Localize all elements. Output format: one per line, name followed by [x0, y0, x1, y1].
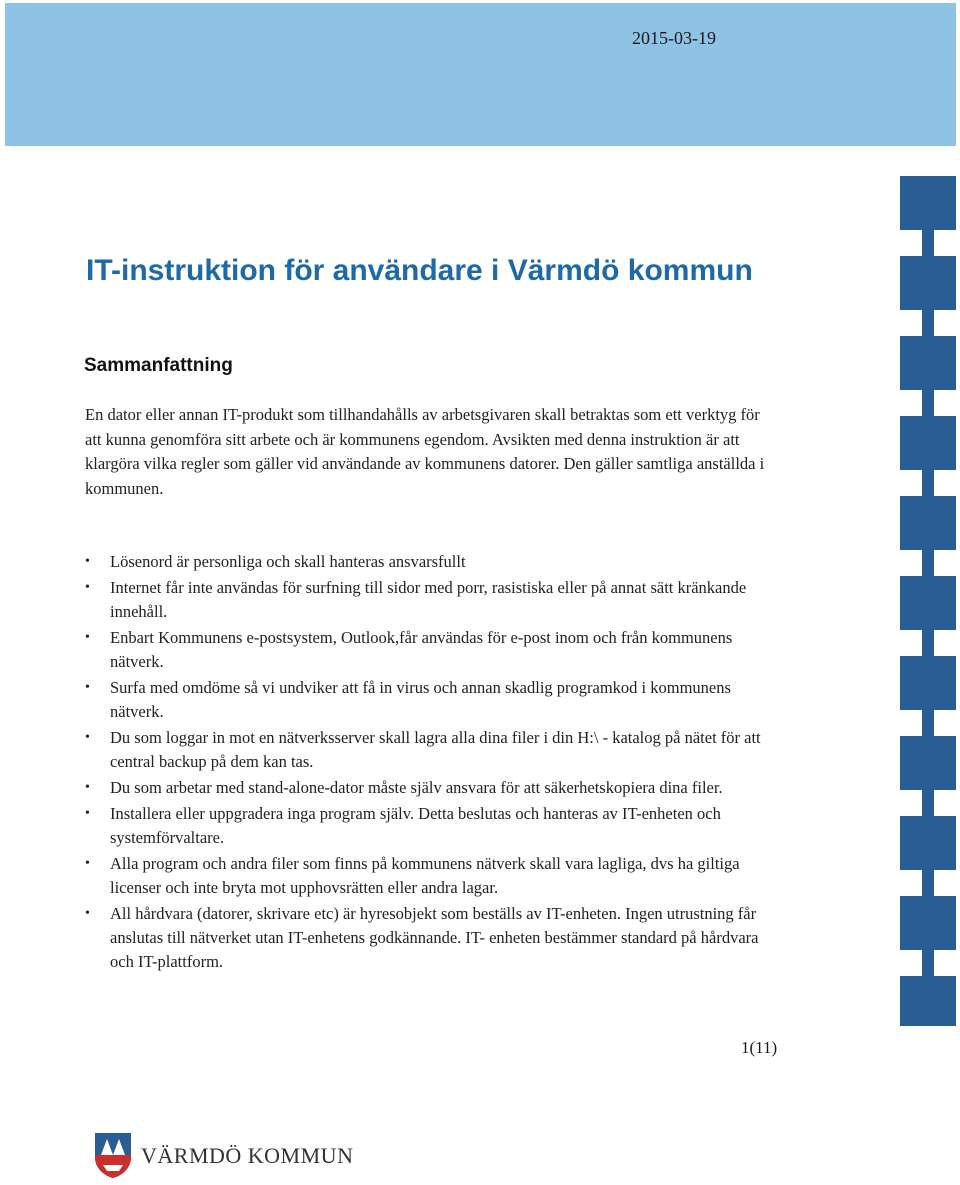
bullet-icon: •: [85, 630, 90, 645]
pattern-block: [900, 896, 956, 950]
pattern-block: [900, 496, 956, 550]
bullet-icon: •: [85, 554, 90, 569]
bullet-icon: •: [85, 906, 90, 921]
list-item: [85, 902, 775, 974]
pattern-block: [900, 976, 956, 1026]
bullet-icon: •: [85, 680, 90, 695]
pattern-block: [900, 256, 956, 310]
pattern-block: [900, 416, 956, 470]
rule-text: Enbart Kommunens e-postsystem, Outlook,får användas för e-post inom och från kommunens nätverk.: [110, 628, 733, 671]
rule-text: Surfa med omdöme så vi undviker att få in virus och annan skadlig programkod i kommunens nätverk.: [110, 678, 731, 721]
document-date: 2015-03-19: [632, 28, 716, 48]
intro-paragraph: En dator eller annan IT-produkt som tillhandahålls av arbetsgivaren skall betraktas som ett verktyg för att kunna genomföra sitt arbete och är kommunens egendom. Avsikten med denna instruktion är att klargöra vilka regler som gäller vid användande av kommunens datorer. Den gäller samtliga anställda i kommunen.: [85, 405, 765, 498]
pattern-stem: [922, 390, 934, 416]
bullet-icon: •: [85, 806, 90, 821]
rule-text: Internet får inte användas för surfning till sidor med porr, rasistiska eller på annat sätt kränkande innehåll.: [110, 578, 747, 621]
list-item: [85, 852, 775, 900]
pattern-block: [900, 736, 956, 790]
rules-list: [85, 550, 775, 976]
pattern-block: [900, 816, 956, 870]
list-item: [85, 550, 775, 574]
list-item: [85, 802, 775, 850]
page-number: 1(11): [741, 1038, 778, 1057]
pattern-block: [900, 576, 956, 630]
pattern-stem: [922, 230, 934, 256]
list-item: [85, 576, 775, 624]
pattern-stem: [922, 870, 934, 896]
rule-text: Du som loggar in mot en nätverksserver skall lagra alla dina filer i din H:\ - katalog på nätet för att central backup på dem kan tas.: [110, 728, 761, 771]
bullet-icon: •: [85, 730, 90, 745]
organization-logo-text: VÄRMDÖ KOMMUN: [141, 1143, 354, 1168]
list-item: [85, 626, 775, 674]
pattern-stem: [922, 310, 934, 336]
pattern-block: [900, 176, 956, 230]
list-item: [85, 726, 775, 774]
coat-of-arms-icon: [93, 1131, 133, 1179]
pattern-stem: [922, 550, 934, 576]
pattern-stem: [922, 790, 934, 816]
pattern-stem: [922, 950, 934, 976]
bullet-icon: •: [85, 780, 90, 795]
rule-text: Du som arbetar med stand-alone-dator måste själv ansvara för att säkerhetskopiera dina filer.: [110, 778, 723, 797]
header-band: [5, 3, 956, 146]
bullet-icon: •: [85, 856, 90, 871]
pattern-block: [900, 656, 956, 710]
rule-text: Installera eller uppgradera inga program själv. Detta beslutas och hanteras av IT-enheten och systemförvaltare.: [110, 804, 721, 847]
list-item: [85, 676, 775, 724]
list-item: [85, 776, 775, 800]
pattern-stem: [922, 470, 934, 496]
rule-text: All hårdvara (datorer, skrivare etc) är hyresobjekt som beställs av IT-enheten. Ingen utrustning får anslutas till nätverket utan IT-enhetens godkännande. IT- enheten bestämmer standard på hårdvara och IT-plattform.: [110, 904, 759, 971]
rule-text: Lösenord är personliga och skall hanteras ansvarsfullt: [110, 552, 466, 571]
pattern-block: [900, 336, 956, 390]
rule-text: Alla program och andra filer som finns på kommunens nätverk skall vara lagliga, dvs ha giltiga licenser och inte bryta mot upphovsrätten eller andra lagar.: [110, 854, 740, 897]
pattern-stem: [922, 710, 934, 736]
document-title: IT-instruktion för användare i Värmdö kommun: [86, 254, 753, 287]
section-heading: Sammanfattning: [84, 355, 233, 376]
decorative-pattern: [900, 176, 956, 1026]
pattern-stem: [922, 630, 934, 656]
bullet-icon: •: [85, 580, 90, 595]
